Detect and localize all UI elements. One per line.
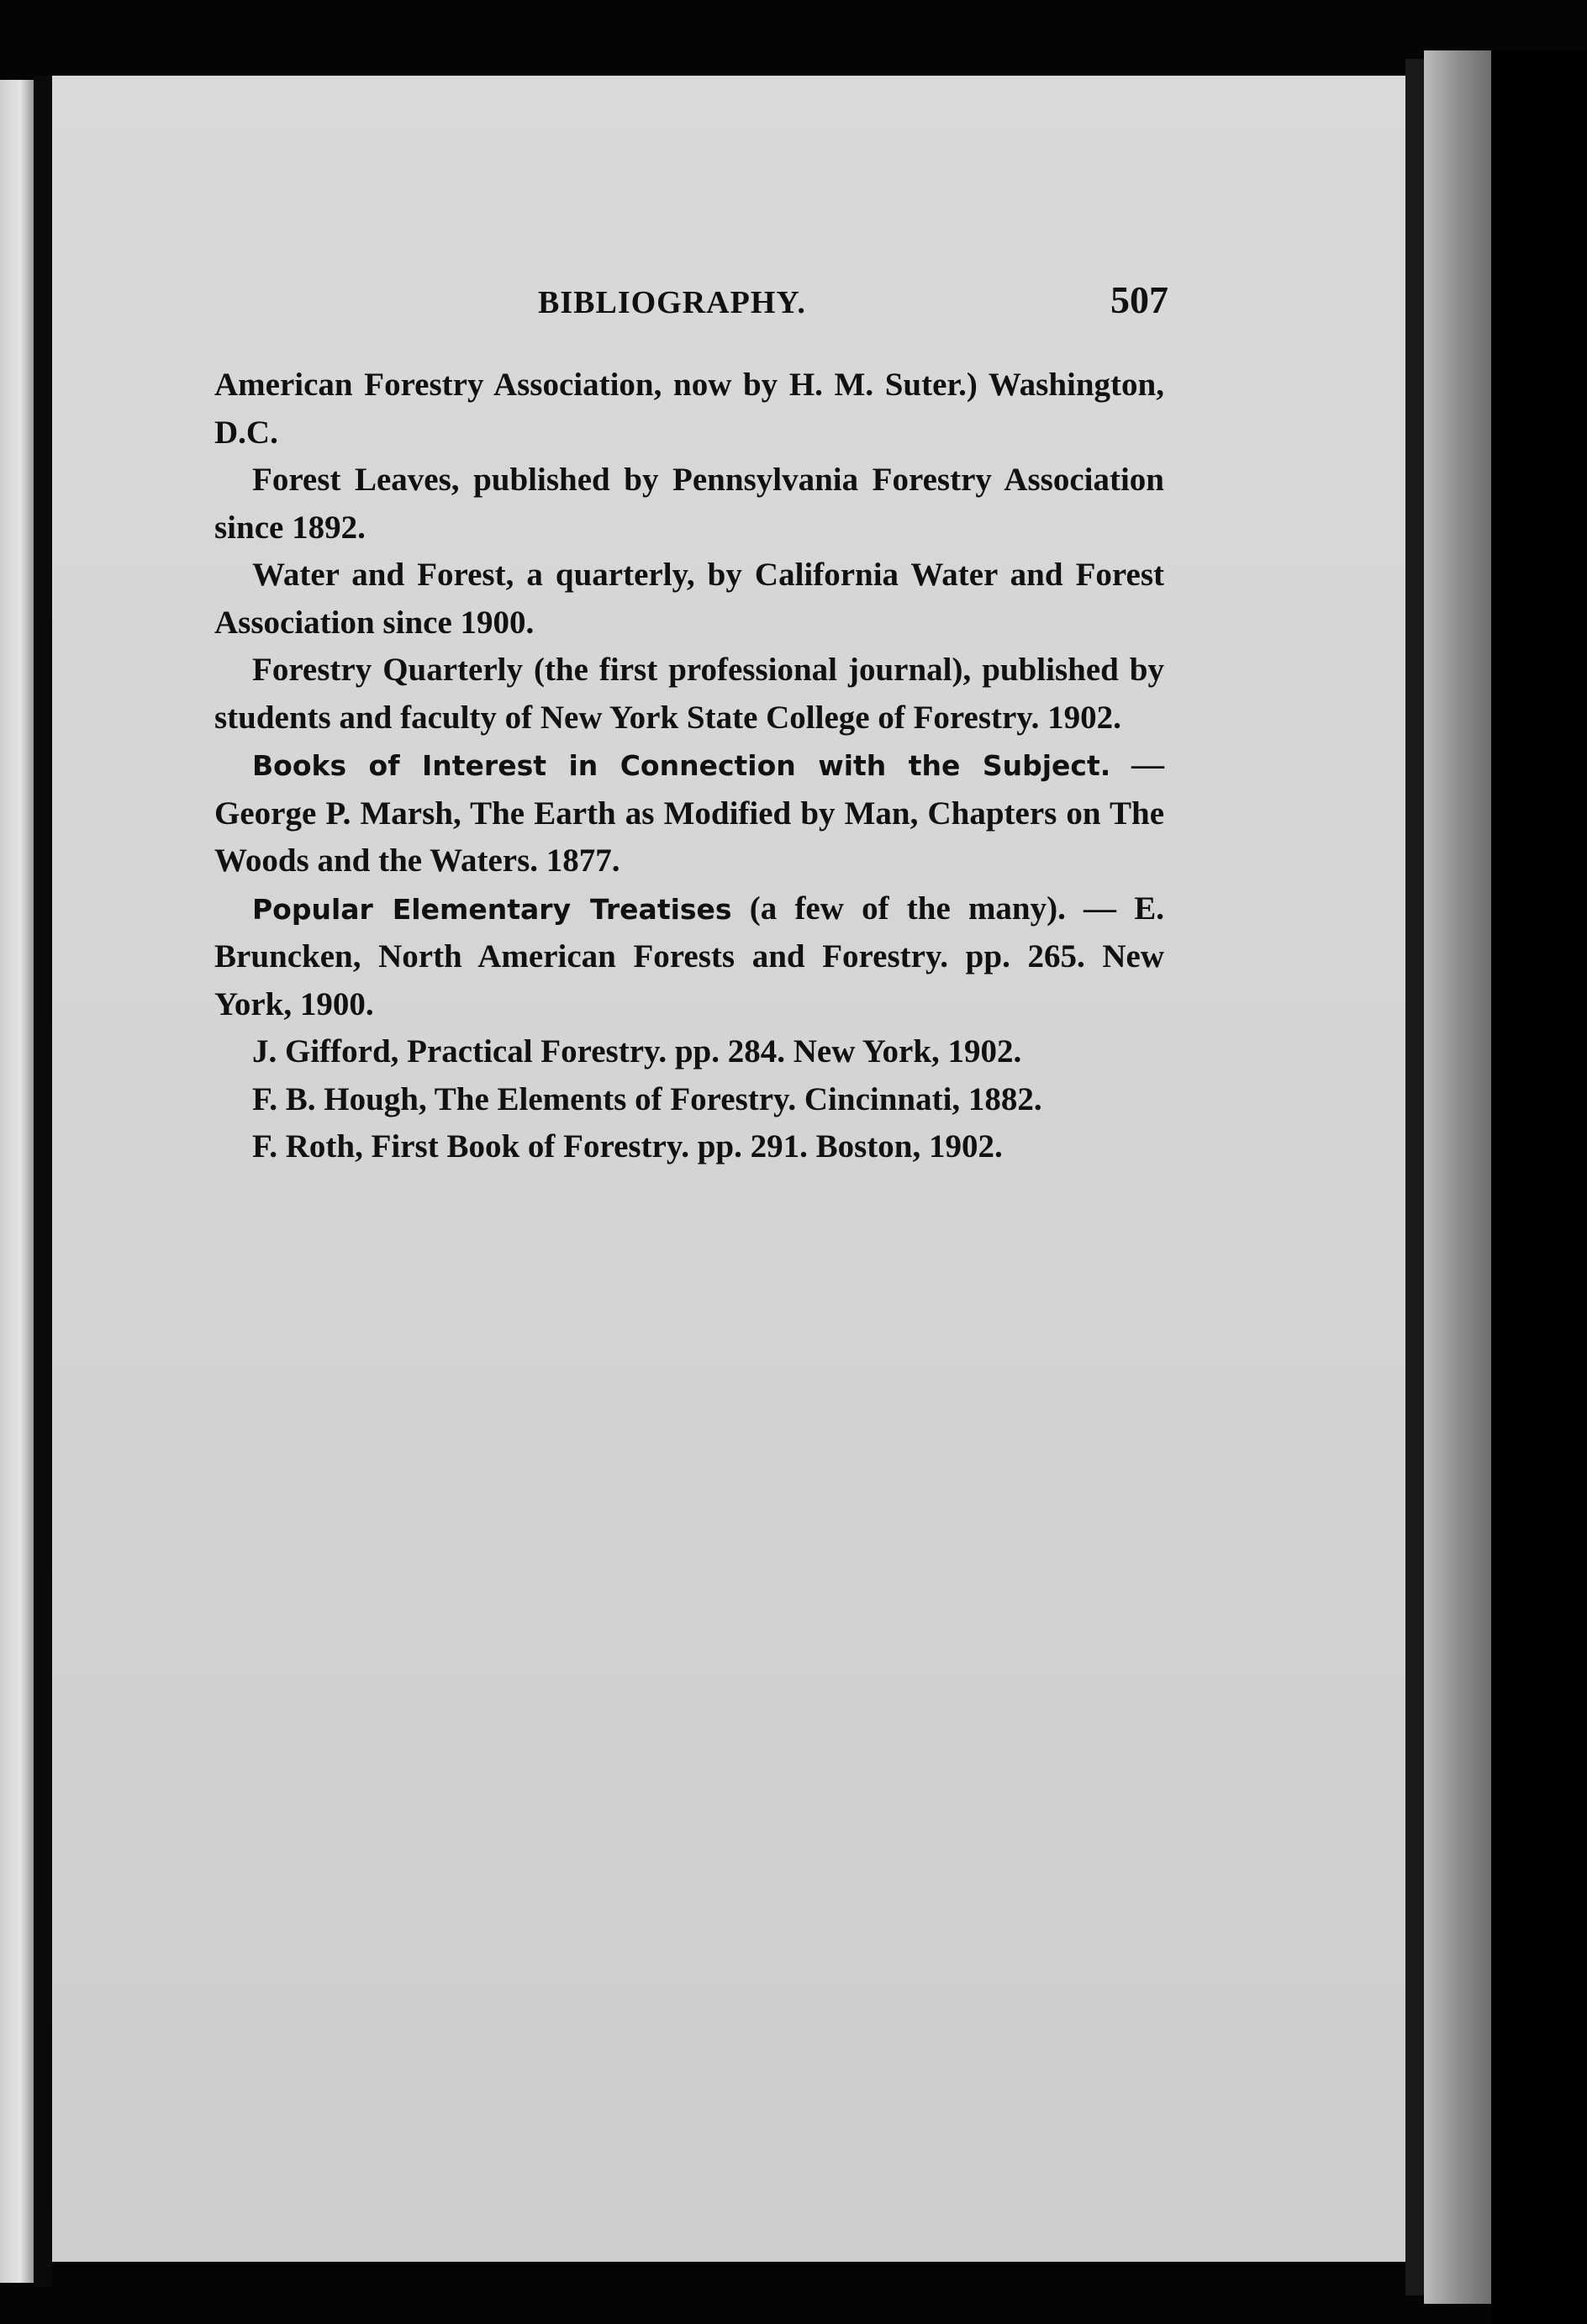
bibliography-entry: F. Roth, First Book of Forestry. pp. 291. Boston, 1902.	[252, 1128, 1003, 1165]
paragraph: Water and Forest, a quarterly, by California Water and Forest Association since 1900.	[214, 557, 1164, 641]
section-heading: Popular Elementary Treatises	[252, 892, 732, 926]
paragraph: Forest Leaves, published by Pennsylvania Forestry Association since 1892.	[214, 462, 1164, 546]
bibliography-entry: J. Gifford, Practical Forestry. pp. 284. New York, 1902.	[252, 1033, 1022, 1070]
left-page-edge	[0, 80, 34, 2283]
paragraph: Forestry Quarterly (the first professional journal), published by students and faculty of New York State College of Forestry. 1902.	[214, 652, 1164, 736]
page-edge-shadow	[1405, 59, 1424, 2295]
scan-border	[1491, 50, 1587, 2324]
paragraph-text: (a few of the many). — E. Bruncken, North American Forests and Forestry. pp. 265. New York, 1900.	[214, 890, 1164, 1022]
bibliography-entry: F. B. Hough, The Elements of Forestry. Cincinnati, 1882.	[252, 1080, 1042, 1117]
page-number: 507	[1110, 278, 1168, 321]
page-header	[168, 277, 1168, 345]
paragraph: American Forestry Association, now by H. M. Suter.) Washington, D.C.	[214, 367, 1164, 451]
paragraph	[214, 885, 1164, 1029]
book-gutter	[34, 76, 52, 2287]
running-title: BIBLIOGRAPHY.	[538, 285, 806, 320]
right-page-edges	[1424, 50, 1491, 2304]
page-body	[214, 362, 1164, 1171]
section-heading: Books of Interest in Connection with the Subject.	[252, 749, 1111, 782]
paragraph-text: — George P. Marsh, The Earth as Modified by Man, Chapters on The Woods and the Waters. 1877.	[214, 747, 1165, 879]
paragraph	[214, 742, 1164, 885]
